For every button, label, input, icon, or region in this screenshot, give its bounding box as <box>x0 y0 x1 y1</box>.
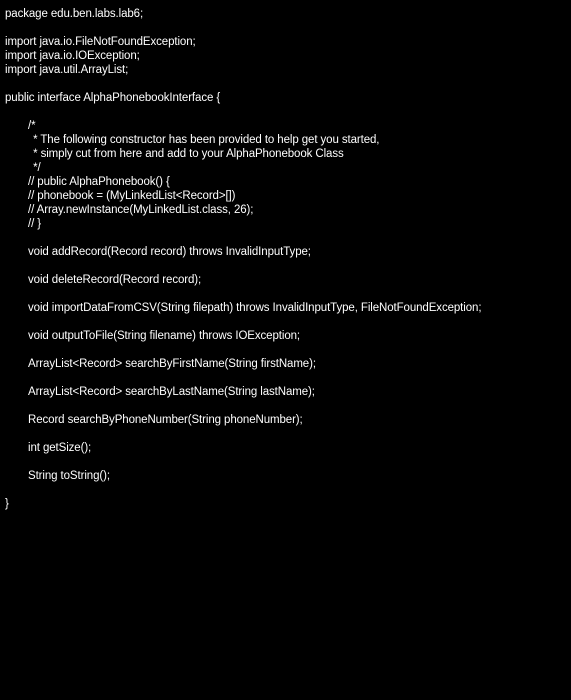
package-declaration: package edu.ben.labs.lab6; <box>5 8 144 20</box>
code-comment: // public AlphaPhonebook() { <box>28 176 170 188</box>
method-declaration: ArrayList<Record> searchByFirstName(String firstName); <box>28 358 316 370</box>
code-comment: // Array.newInstance(MyLinkedList.class, 26); <box>28 204 254 216</box>
method-declaration: int getSize(); <box>28 442 92 454</box>
import-statement: import java.io.IOException; <box>5 50 140 62</box>
method-declaration: void importDataFromCSV(String filepath) throws InvalidInputType, FileNotFoundException; <box>28 302 482 314</box>
code-comment: * The following constructor has been provided to help get you started, <box>30 134 380 146</box>
code-comment: /* <box>28 120 36 132</box>
code-comment: // } <box>28 218 42 230</box>
code-comment: * simply cut from here and add to your AlphaPhonebook Class <box>30 148 344 160</box>
method-declaration: void outputToFile(String filename) throws IOException; <box>28 330 301 342</box>
closing-brace: } <box>5 498 9 510</box>
code-comment: // phonebook = (MyLinkedList<Record>[]) <box>28 190 236 202</box>
method-declaration: void addRecord(Record record) throws InvalidInputType; <box>28 246 311 258</box>
code-comment: */ <box>30 162 41 174</box>
interface-declaration: public interface AlphaPhonebookInterface { <box>5 92 221 104</box>
import-statement: import java.util.ArrayList; <box>5 64 129 76</box>
import-statement: import java.io.FileNotFoundException; <box>5 36 196 48</box>
method-declaration: ArrayList<Record> searchByLastName(String lastName); <box>28 386 315 398</box>
method-declaration: String toString(); <box>28 470 110 482</box>
method-declaration: Record searchByPhoneNumber(String phoneNumber); <box>28 414 303 426</box>
method-declaration: void deleteRecord(Record record); <box>28 274 202 286</box>
